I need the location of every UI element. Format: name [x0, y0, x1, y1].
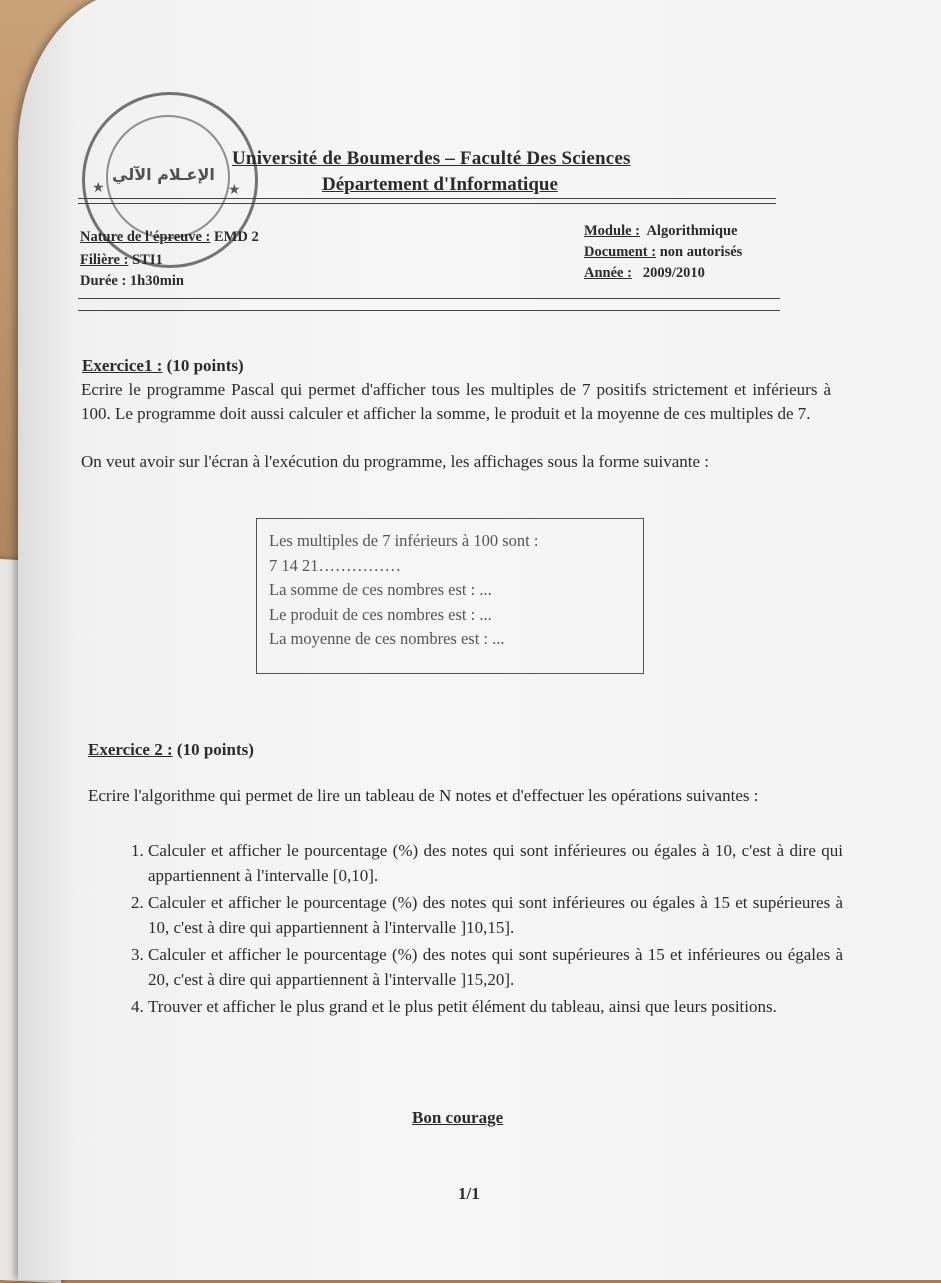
meta-document: Document : non autorisés	[584, 244, 743, 260]
output-line: Les multiples de 7 inférieurs à 100 sont :	[269, 531, 539, 550]
meta-rule	[78, 298, 780, 299]
output-line: 7 14 21……………	[269, 555, 401, 575]
output-line: La moyenne de ces nombres est : ...	[269, 629, 505, 648]
department-title: Département d'Informatique	[322, 174, 558, 195]
task-item: 3. Calculer et afficher le pourcentage (%) des notes qui sont supérieures à 15 et inférieures ou égales à 20, c'est à dire qui appartiennent à l'intervalle ]15,20].	[148, 942, 843, 992]
expected-output-box	[256, 518, 644, 674]
exercise2-task-list	[88, 838, 843, 1021]
meta-filiere: Filière : STI1	[80, 252, 163, 268]
meta-rule	[78, 310, 780, 311]
task-item: 2. Calculer et afficher le pourcentage (%) des notes qui sont inférieures ou égales à 15 et supérieures à 10, c'est à dire qui appartiennent à l'intervalle ]10,15].	[148, 890, 843, 940]
meta-annee: Année : 2009/2010	[584, 265, 705, 281]
exercise2-intro: Ecrire l'algorithme qui permet de lire un tableau de N notes et d'effectuer les opérations suivantes :	[88, 786, 759, 805]
exercise2-title: Exercice 2 : (10 points)	[88, 740, 254, 759]
exercise1-display-instruction: On veut avoir sur l'écran à l'exécution du programme, les affichages sous la forme suivante :	[81, 452, 709, 471]
closing-message: Bon courage	[412, 1108, 504, 1127]
task-item: 1. Calculer et afficher le pourcentage (%) des notes qui sont inférieures ou égales à 10, c'est à dire qui appartiennent à l'intervalle [0,10].	[148, 838, 843, 888]
stamp-star-icon: ★	[92, 181, 105, 196]
meta-nature: Nature de l'épreuve : EMD 2	[80, 229, 259, 245]
exercise1-title: Exercice1 : (10 points)	[82, 356, 244, 375]
output-line: La somme de ces nombres est : ...	[269, 580, 492, 599]
header-rule	[78, 203, 776, 204]
stamp-text: الإعـلام الآلي	[112, 165, 215, 184]
meta-duree: Durée : 1h30min	[80, 273, 184, 289]
university-title: Université de Boumerdes – Faculté Des Sciences	[232, 148, 631, 169]
task-item: 4. Trouver et afficher le plus grand et le plus petit élément du tableau, ainsi que leurs positions.	[148, 994, 843, 1019]
stamp-star-icon: ★	[228, 183, 241, 198]
header-rule	[78, 198, 776, 199]
page-number: 1/1	[458, 1184, 480, 1203]
exercise1-statement: Ecrire le programme Pascal qui permet d'afficher tous les multiples de 7 positifs strictement et inférieurs à 100. Le programme doit aussi calculer et afficher la somme, le produit et la moyenne de ces multiples de 7.	[81, 380, 831, 423]
output-line: Le produit de ces nombres est : ...	[269, 604, 492, 624]
meta-module: Module : Algorithmique	[584, 223, 738, 239]
